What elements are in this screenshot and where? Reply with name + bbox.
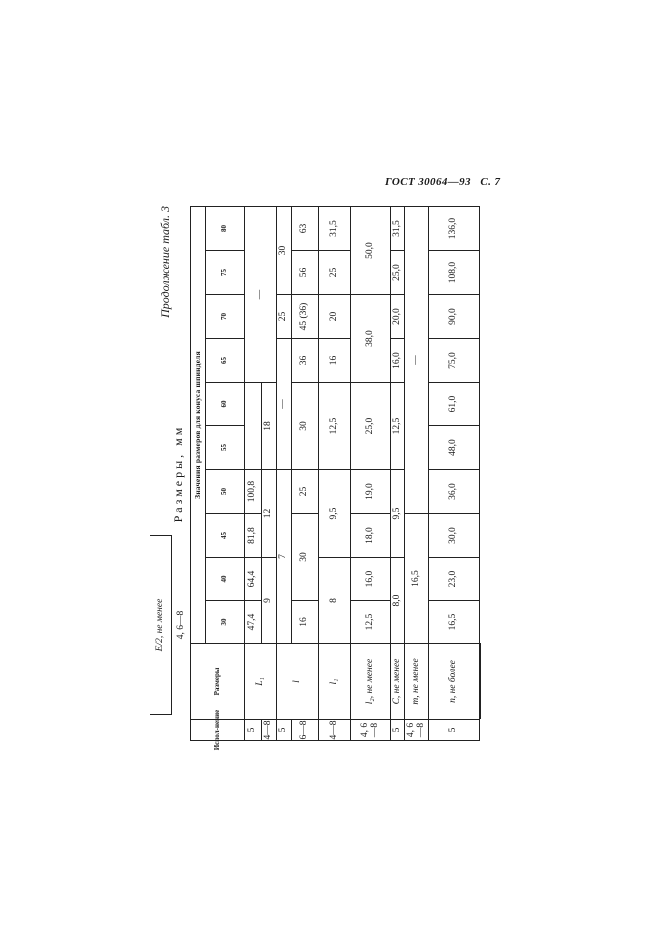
execution-cell: 4—8 (262, 719, 277, 741)
execution-cell: 4, 6—8 (405, 719, 429, 741)
table-cell: 56 (292, 250, 319, 294)
header-size-60: 60 (206, 382, 245, 425)
table-cell: 25,0 (351, 382, 391, 469)
lower-rows-rotated (150, 385, 330, 715)
table-cell: 12,5 (391, 382, 405, 469)
execution-cell: 5 (245, 719, 262, 741)
table-cell: 136,0 (429, 206, 480, 250)
table-cell: 9,5 (319, 469, 351, 557)
table-cell: 16,5 (429, 600, 480, 643)
execution-cell: 4, 6—8 (351, 719, 391, 741)
table-cell: 18 (262, 382, 277, 469)
table-cell: 30 (277, 206, 292, 294)
dim-label-C: C, не менее (391, 643, 405, 719)
header-size-70: 70 (206, 294, 245, 338)
table-cell: 19,0 (351, 469, 391, 513)
table-cell: — (405, 206, 429, 513)
table-cell: 12,5 (319, 382, 351, 469)
table-cell: 16 (319, 338, 351, 382)
table-cell: 31,5 (391, 206, 405, 250)
table-cell: 16,0 (351, 557, 391, 600)
dim-label-E2 (480, 643, 481, 719)
table-cell: 38,0 (351, 294, 391, 382)
header-dimensions: Размеры (190, 643, 245, 719)
header-size-55: 55 (206, 425, 245, 469)
table-cell: 23,0 (429, 557, 480, 600)
table-cell: 36 (292, 338, 319, 382)
table-cell: 30,0 (429, 513, 480, 557)
execution-cell: 5 (429, 719, 480, 741)
table-cell: 16 (292, 600, 319, 643)
table-continuation-label: Продолжение табл. 3 (158, 206, 172, 318)
dim-label-E2-lower: E/2, не менее (150, 535, 172, 715)
header-size-75: 75 (206, 250, 245, 294)
header-size-80: 80 (206, 206, 245, 250)
table-cell: 16,5 (405, 513, 429, 643)
table-cell: 20 (319, 294, 351, 338)
table-cell: 50,0 (351, 206, 391, 294)
page-header (385, 176, 505, 188)
table-cell: — (245, 206, 277, 382)
dim-label-l2: l₂, не менее (351, 643, 391, 719)
table-cell: 25 (277, 294, 292, 338)
table-cell: 47,4 (245, 600, 262, 643)
table-cell: 8,0 (391, 557, 405, 643)
table-title: Размеры, мм (171, 424, 185, 523)
table-cell: 25 (292, 469, 319, 513)
dim-label-L1: L₁ (245, 643, 277, 719)
standard-number: ГОСТ 30064—93 (385, 176, 471, 188)
lower-rows (150, 535, 480, 715)
table-cell: 18,0 (351, 513, 391, 557)
table-cell: 25 (319, 250, 351, 294)
table-cell: 90,0 (429, 294, 480, 338)
dim-label-l1: l₁ (319, 643, 351, 719)
header-size-group: Значения размеров для конуса шпинделя (190, 206, 206, 643)
table-cell: — (277, 338, 292, 469)
header-size-30: 30 (206, 600, 245, 643)
table-cell: 20,0 (391, 294, 405, 338)
table-cell: 30 (292, 513, 319, 600)
table-cell: 7 (277, 469, 292, 643)
page-number: С. 7 (480, 176, 501, 188)
dim-label-n: n, не более (429, 643, 480, 719)
execution-cell: 5 (391, 719, 405, 741)
table-cell: 12,5 (351, 600, 391, 643)
header-execution: Испол-нение (190, 719, 245, 741)
table-cell: 8 (319, 557, 351, 643)
execution-cell: 6—8 (292, 719, 319, 741)
table-cell: 61,0 (429, 382, 480, 425)
table-cell: 81,8 (245, 513, 262, 557)
dim-label-m: m, не менее (405, 643, 429, 719)
header-size-40: 40 (206, 557, 245, 600)
table-cell: 45 (36) (292, 294, 319, 338)
execution-cell: 4—8 (319, 719, 351, 741)
table-cell: 9 (262, 557, 277, 643)
table-cell: 64,4 (245, 557, 262, 600)
header-size-65: 65 (206, 338, 245, 382)
table-cell: 25,0 (391, 250, 405, 294)
table-cell: 9,5 (391, 469, 405, 557)
table-cell: 36,0 (429, 469, 480, 513)
table-cell: 63 (292, 206, 319, 250)
table-cell: 48,0 (429, 425, 480, 469)
execution-cell: 4, 6—8 (176, 610, 187, 640)
dim-label-l: l (277, 643, 319, 719)
header-size-50: 50 (206, 469, 245, 513)
table-cell: 31,5 (319, 206, 351, 250)
table-cell: 16,0 (391, 338, 405, 382)
table-cell: 30 (292, 382, 319, 469)
table-cell: 108,0 (429, 250, 480, 294)
header-size-45: 45 (206, 513, 245, 557)
table-cell: 12 (262, 469, 277, 557)
execution-cell: 5 (277, 719, 292, 741)
table-cell: 75,0 (429, 338, 480, 382)
table-cell: 100,8 (245, 469, 262, 513)
